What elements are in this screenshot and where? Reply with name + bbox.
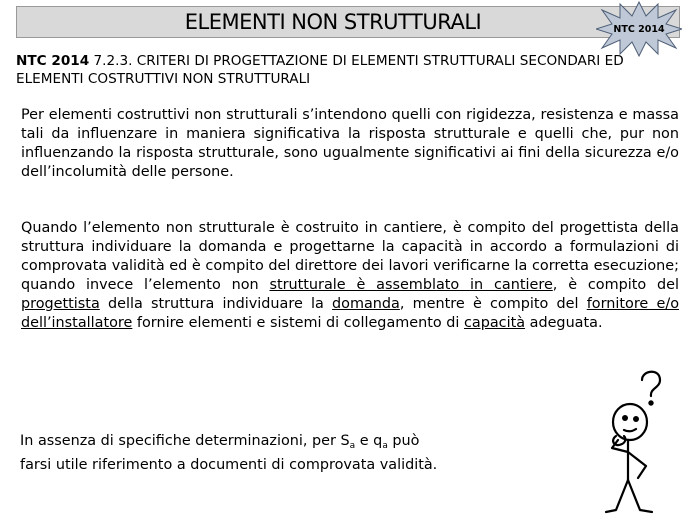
paragraph-responsibilities <box>21 219 679 333</box>
text-segment: della struttura individuare la <box>99 296 333 312</box>
paragraph-reference <box>20 432 440 475</box>
thinking-person-icon <box>580 362 690 522</box>
heading-code: NTC 2014 <box>16 53 90 69</box>
underlined-text: progettista <box>21 296 100 312</box>
title-bar <box>16 6 680 38</box>
text-segment: e q <box>355 433 383 449</box>
heading-text: 7.2.3. CRITERI DI PROGETTAZIONE DI ELEMENTI STRUTTURALI SECONDARI ED ELEMENTI COSTRUTTIVI NON STRUTTURALI <box>16 53 624 87</box>
underlined-text: capacità <box>463 315 526 331</box>
text-segment: , mentre è compito del <box>399 296 587 312</box>
ntc-2014-badge <box>596 0 682 58</box>
paragraph-definition: Per elementi costruttivi non strutturali s’intendono quelli con rigidezza, resistenza e massa tali da influenzare in maniera significativa la risposta strutturale e quelli che, pur non influenzando la risposta strutturale, sono ugualmente significativi ai fini della sicurezza e/o dell’incolumità delle persone. <box>21 107 679 180</box>
text-segment: , è compito del <box>552 277 680 293</box>
underlined-text: domanda <box>332 296 400 312</box>
badge-label: NTC 2014 <box>613 24 665 35</box>
section-heading <box>16 52 692 88</box>
text-segment: può farsi utile riferimento a documenti di comprovata validità. <box>20 433 438 473</box>
text-segment: fornire elementi e sistemi di collegamento di <box>132 315 464 331</box>
underlined-text: strutturale è assemblato in cantiere <box>269 277 553 293</box>
text-segment: In assenza di specifiche determinazioni, per S <box>20 433 350 449</box>
text-segment: Quando l’elemento non strutturale è costruito in cantiere, è compito del progettista della struttura individuare la domanda e progettarne la capacità in accordo a formulazioni di comprovata validità ed è compito del direttore dei lavori verificarne la corretta esecuzione; quando invece l’elemento non <box>21 220 679 293</box>
question-mark-icon <box>642 372 660 396</box>
subscript: a <box>349 441 356 451</box>
underlined-text: fornitore e/o dell’installatore <box>21 296 679 331</box>
page-title: ELEMENTI NON STRUTTURALI <box>184 10 482 34</box>
subscript: a <box>382 441 388 451</box>
text-segment: adeguata. <box>525 315 603 331</box>
